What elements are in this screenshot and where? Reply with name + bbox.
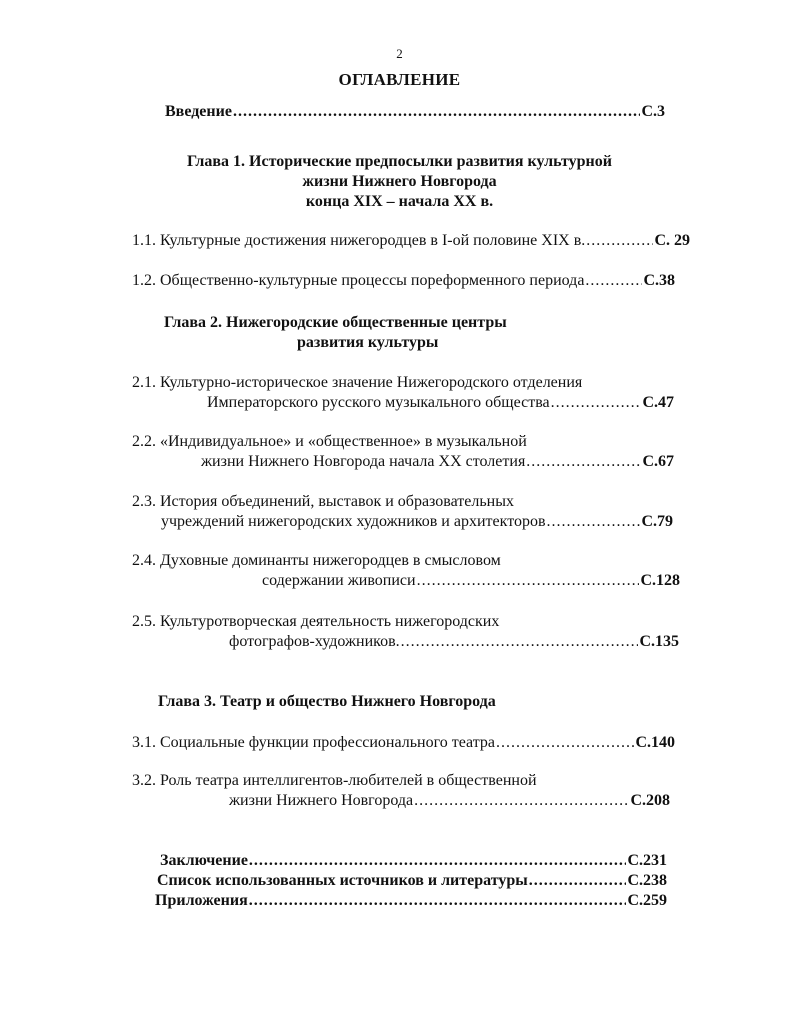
chapter-heading: Глава 1. Исторические предпосылки развития культурной [187,153,612,170]
dot-leader [526,452,641,472]
toc-entry-label: учреждений нижегородских художников и архитекторов [161,513,546,530]
toc-entry-label: 3.1. Социальные функции профессионального театра [132,734,495,751]
toc-entry-label: Императорского русского музыкального общества [207,394,550,411]
toc-entry[interactable] [161,512,673,532]
dot-leader [586,231,653,251]
toc-entry-label: 1.2. Общественно-культурные процессы пореформенного периода [132,272,585,289]
toc-entry-line: 3.2. Роль театра интеллигентов-любителей в общественной [132,772,537,789]
toc-page-number: С. 29 [654,232,690,249]
page-title: ОГЛАВЛЕНИЕ [338,70,461,89]
toc-page-number: С.38 [643,272,675,289]
dot-leader [496,733,634,753]
toc-entry-line: 2.1. Культурно-историческое значение Нижегородского отделения [132,374,583,391]
toc-entry[interactable] [262,571,680,591]
chapter-heading: жизни Нижнего Новгорода [302,173,497,190]
chapter-heading: Глава 2. Нижегородские общественные центры [164,314,507,331]
toc-entry-line: 2.4. Духовные доминанты нижегородцев в смысловом [132,552,501,569]
toc-page-number: С.135 [639,633,679,650]
chapter-heading: Глава 3. Театр и общество Нижнего Новгорода [158,693,496,710]
toc-entry[interactable] [207,393,674,413]
dot-leader [529,871,627,891]
toc-page-number: С.47 [642,394,674,411]
page-number: 2 [396,46,403,61]
chapter-heading: развития культуры [297,334,439,351]
toc-entry-appendices[interactable] [155,891,667,911]
toc-page-number: С.3 [641,103,665,120]
toc-page-number: С.128 [640,572,680,589]
toc-entry-label: Приложения [155,892,248,909]
toc-page-number: С.238 [627,872,667,889]
toc-entry-line: 2.2. «Индивидуальное» и «общественное» в музыкальной [132,433,527,450]
toc-entry[interactable] [132,231,690,251]
dot-leader [547,512,641,532]
toc-page-number: С.259 [627,892,667,909]
dot-leader [249,891,627,911]
toc-entry-label: жизни Нижнего Новгорода [229,792,414,809]
toc-entry[interactable] [229,791,670,811]
dot-leader [249,851,627,871]
toc-entry-intro[interactable] [165,102,665,122]
toc-page-number: С.140 [635,734,675,751]
toc-entry-label: Введение [165,103,232,120]
toc-entry-label: 1.1. Культурные достижения нижегородцев в I-ой половине XIX в. [132,232,586,249]
toc-entry-line: 2.5. Культуротворческая деятельность нижегородских [132,613,500,630]
toc-page-number: С.67 [642,453,674,470]
dot-leader [417,571,640,591]
toc-entry-label: Заключение [160,852,248,869]
toc-entry-line: 2.3. История объединений, выставок и образовательных [132,493,514,510]
toc-entry-label: содержании живописи [262,572,416,589]
toc-page-number: С.208 [630,792,670,809]
chapter-heading: конца XIX – начала XX в. [305,193,494,210]
toc-entry-conclusion[interactable] [160,851,667,871]
dot-leader [401,632,639,652]
dot-leader [585,271,642,291]
dot-leader [414,791,629,811]
toc-page-number: С.231 [627,852,667,869]
toc-entry-label: Список использованных источников и литературы [157,872,528,889]
toc-entry[interactable] [229,632,679,652]
toc-entry[interactable] [201,452,674,472]
toc-entry[interactable] [132,733,675,753]
toc-entry-sources[interactable] [157,871,667,891]
toc-page-number: С.79 [641,513,673,530]
dot-leader [233,102,641,122]
toc-entry[interactable] [132,271,675,291]
dot-leader [551,393,642,413]
toc-entry-label: жизни Нижнего Новгорода начала XX столетия [201,453,526,470]
toc-entry-label: фотографов-художников. [229,633,400,650]
